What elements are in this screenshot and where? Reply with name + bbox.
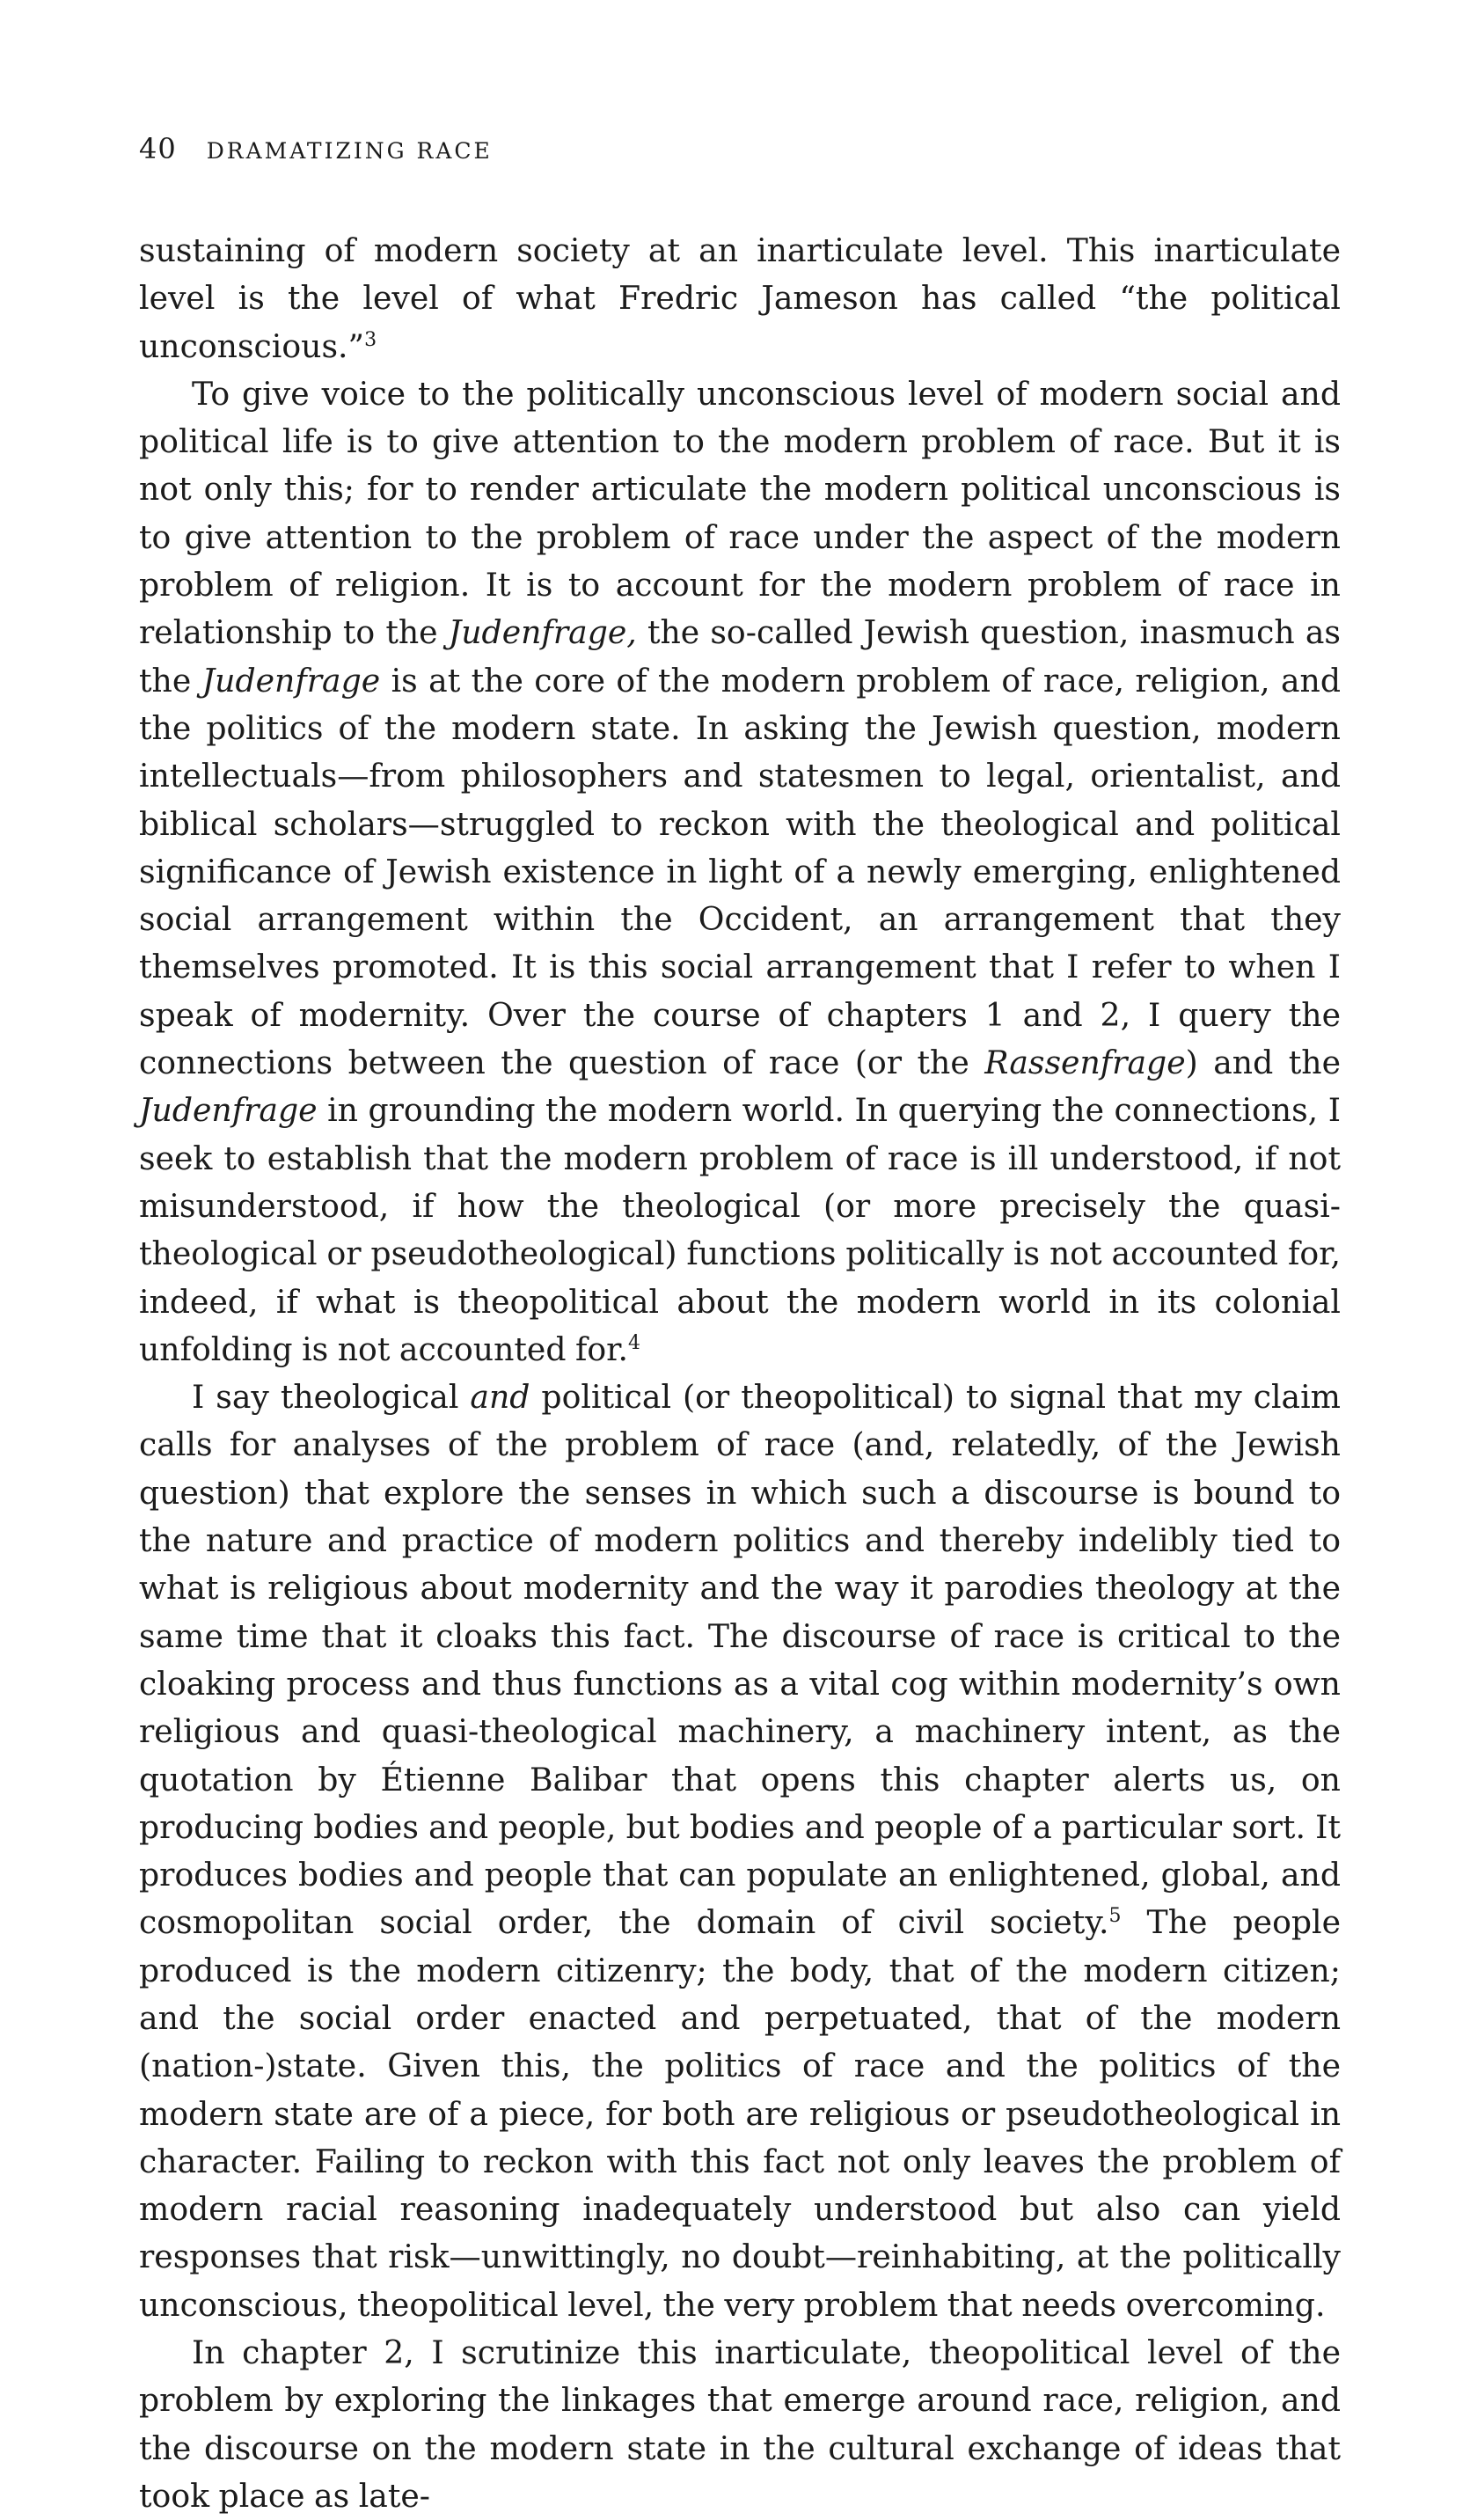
text-run: To give voice to the politically unconscious level of modern social and political life is to give attention to the modern problem of race. But it is not only this; for to render articulate the modern political unconscious is to give attention to the problem of race under the aspect of the modern problem of religion. It is to account for the modern problem of race in relationship to the: [139, 374, 1341, 652]
page-number: 40: [139, 132, 177, 165]
book-page: [139, 132, 1341, 2520]
footnote-ref: 3: [364, 328, 377, 351]
text-run: The people produced is the modern citizenry; the body, that of the modern citizen; and the social order enacted and perpetuated, that of the modern (nation-)state. Given this, the politics of race and the politics of the modern state are of a piece, for both are religious or pseudotheological in character. Failing to reckon with this fact not only leaves the problem of modern racial reasoning inadequately understood but also can yield responses that risk—unwittingly, no doubt—reinhabiting, at the politically unconscious, theopolitical level, the very problem that needs overcoming.: [139, 1903, 1342, 2324]
running-title: DRAMATIZING RACE: [206, 138, 493, 164]
italic-term: Judenfrage: [139, 1091, 318, 1130]
body-text: [139, 227, 1341, 2520]
italic-term: Judenfrage: [201, 661, 381, 700]
text-run: sustaining of modern society at an inarticulate level. This inarticulate level is the level of what Fredric Jameson has called “the political unconscious.”: [139, 231, 1341, 365]
text-run: in grounding the modern world. In querying the connections, I seek to establish that the modern problem of race is ill understood, if not misunderstood, if how the theological (or more precisely the quasi-theological or pseudotheological) functions politically is not accounted for, indeed, if what is theopolitical about the modern world in its colonial unfolding is not accounted for.: [139, 1091, 1341, 1368]
text-run: ) and the: [1185, 1044, 1341, 1082]
italic-term: Rassenfrage: [984, 1044, 1186, 1082]
footnote-ref: 4: [628, 1331, 641, 1354]
paragraph-2: [139, 370, 1341, 1374]
paragraph-4: [139, 2329, 1341, 2520]
text-run: In chapter 2, I scrutinize this inarticulate, theopolitical level of the problem by exploring the linkages that emerge around race, religion, and the discourse on the modern state in the cultural exchange of ideas that took place as late-: [139, 2333, 1341, 2515]
italic-term: Judenfrage,: [448, 613, 637, 652]
text-run: is at the core of the modern problem of race, religion, and the politics of the modern state. In asking the Jewish question, modern intellectuals—from philosophers and statesmen to legal, orientalist, and biblical scholars—struggled to reckon with the theological and political significance of Jewish existence in light of a newly emerging, enlightened social arrangement within the Occident, an arrangement that they themselves promoted. It is this social arrangement that I refer to when I speak of modernity. Over the course of chapters 1 and 2, I query the connections between the question of race (or the: [139, 661, 1341, 1082]
text-run: I say theological: [192, 1378, 471, 1417]
paragraph-3: [139, 1374, 1341, 2329]
running-head: [139, 132, 1341, 185]
text-run: political (or theopolitical) to signal that my claim calls for analyses of the problem of race (and, relatedly, of the Jewish question) that explore the senses in which such a discourse is bound to the nature and practice of modern politics and thereby indelibly tied to what is religious about modernity and the way it parodies theology at the same time that it cloaks this fact. The discourse of race is critical to the cloaking process and thus functions as a vital cog within modernity’s own religious and quasi-theological machinery, a machinery intent, as the quotation by Étienne Balibar that opens this chapter alerts us, on producing bodies and people, but bodies and people of a particular sort. It produces bodies and people that can populate an enlightened, global, and cosmopolitan social order, the domain of civil society.: [139, 1378, 1341, 1942]
paragraph-1: [139, 227, 1341, 370]
text-run: the so-called Jewish question, inasmuch as the: [139, 613, 1341, 700]
italic-term: and: [470, 1378, 530, 1417]
footnote-ref: 5: [1108, 1905, 1122, 1928]
